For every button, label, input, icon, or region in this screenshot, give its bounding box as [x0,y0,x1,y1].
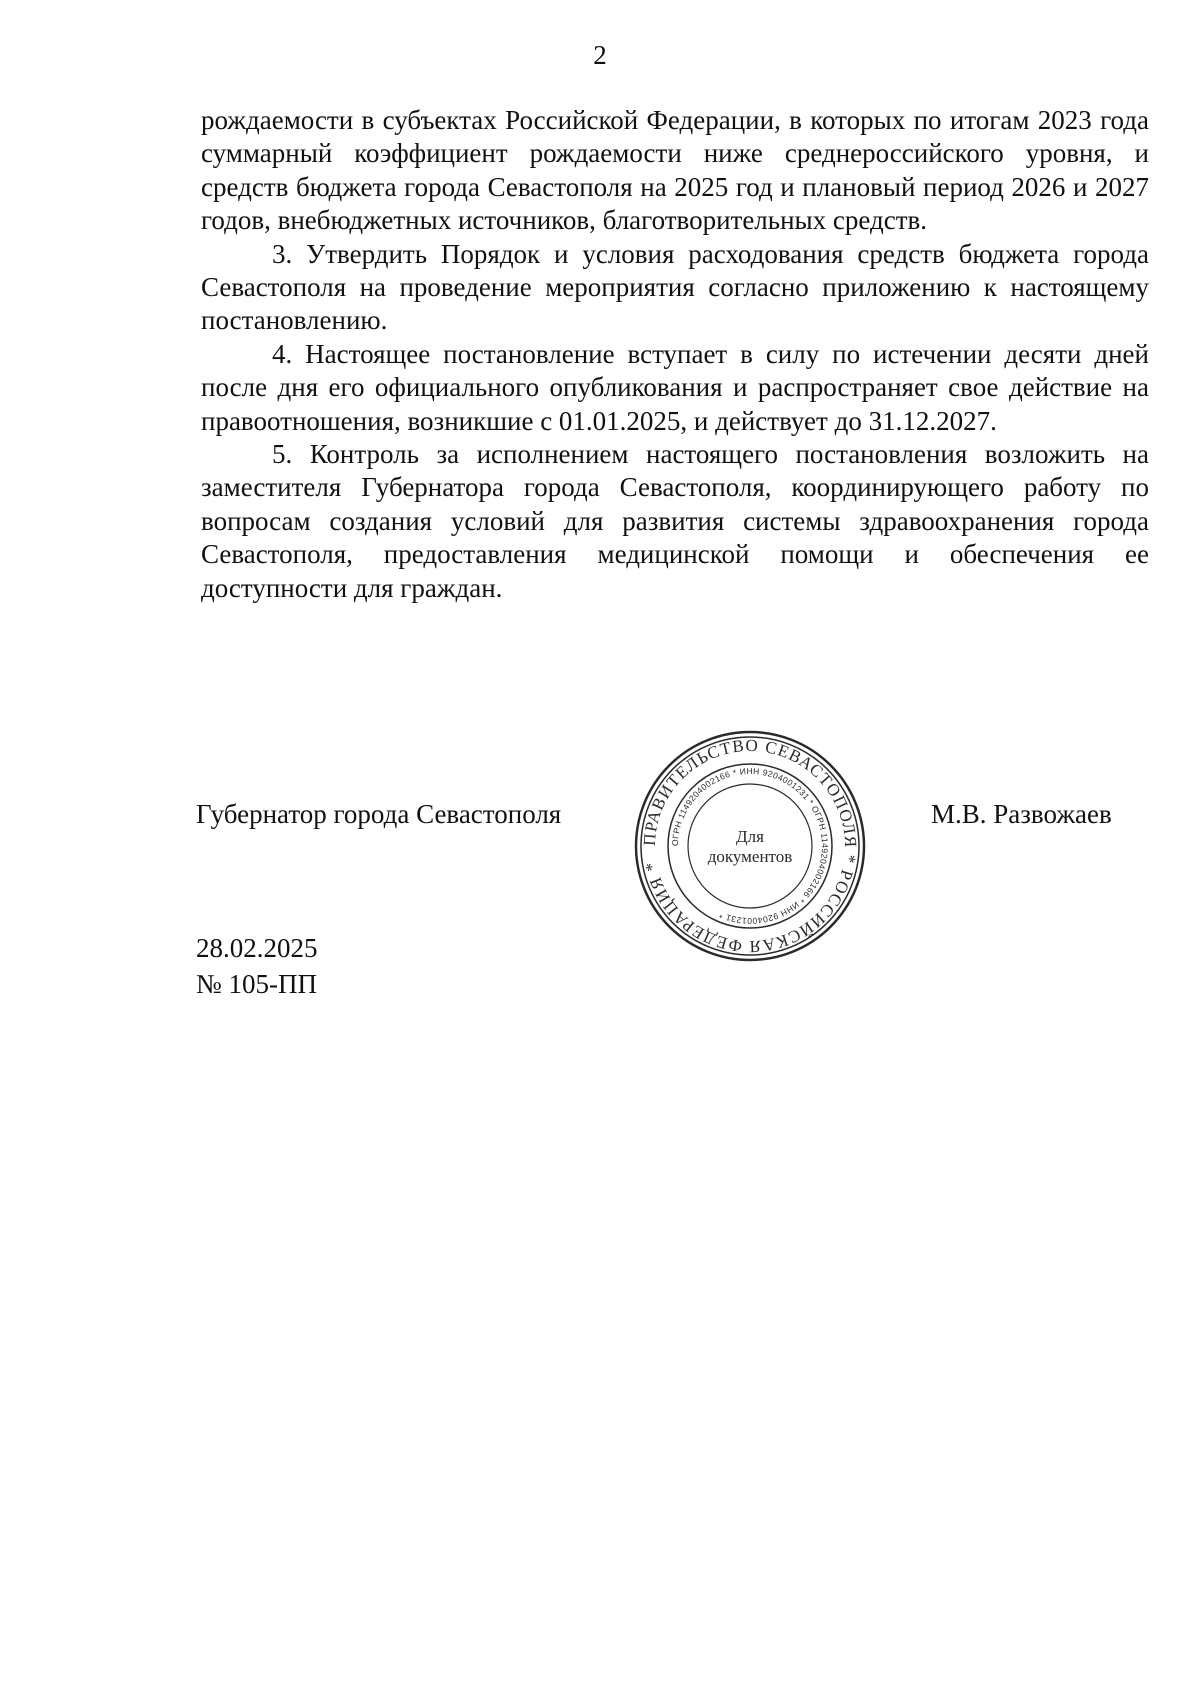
stamp-inner-text: ОГРН 1149204002166 * ИНН 9204001231 * ОГРН 1149204002166 * ИНН 9204001231 * [669,765,831,927]
paragraph-item-5: 5. Контроль за исполнением настоящего постановления возложить на заместителя Губернатора города Севастополя, координирующего работу по вопросам создания условий для развития системы здравоохранения города Севастополя, предоставления медицинской помощи и обеспечения ее доступности для граждан. [201,439,1149,603]
svg-text:ОГРН 1149204002166 * ИНН 92040 [670,766,830,926]
document-body [201,104,1149,605]
paragraph-item-4: 4. Настоящее постановление вступает в силу по истечении десяти дней после дня его официального опубликования и распространяет свое действие на правоотношения, возникшие с 01.01.2025, и действует до 31.12.2027. [201,338,1149,436]
paragraph-continuation: рождаемости в субъектах Российской Федерации, в которых по итогам 2023 года суммарный коэффициент рождаемости ниже среднероссийского уровня, и средств бюджета города Севастополя на 2025 год и плановый период 2026 и 2027 годов, внебюджетных источников, благотворительных средств. [201,105,1149,236]
document-meta [196,930,318,1002]
document-number: № 105-ПП [196,969,317,999]
document-date: 28.02.2025 [196,933,318,963]
stamp-outer-text: ПРАВИТЕЛЬСТВО СЕВАСТОПОЛЯ * РОССИЙСКАЯ ФЕДЕРАЦИЯ * [639,735,861,957]
paragraph-item-3: 3. Утвердить Порядок и условия расходования средств бюджета города Севастополя на проведение мероприятия согласно приложению к настоящему постановлению. [201,238,1149,336]
stamp-center-line2: документов [707,847,793,866]
signatory-position: Губернатор города Севастополя [196,799,562,829]
signatory-name: М.В. Развожаев [931,799,1112,829]
stamp-center-line1: Для [736,827,764,846]
page-number: 2 [593,40,607,70]
official-seal-stamp [632,728,868,964]
